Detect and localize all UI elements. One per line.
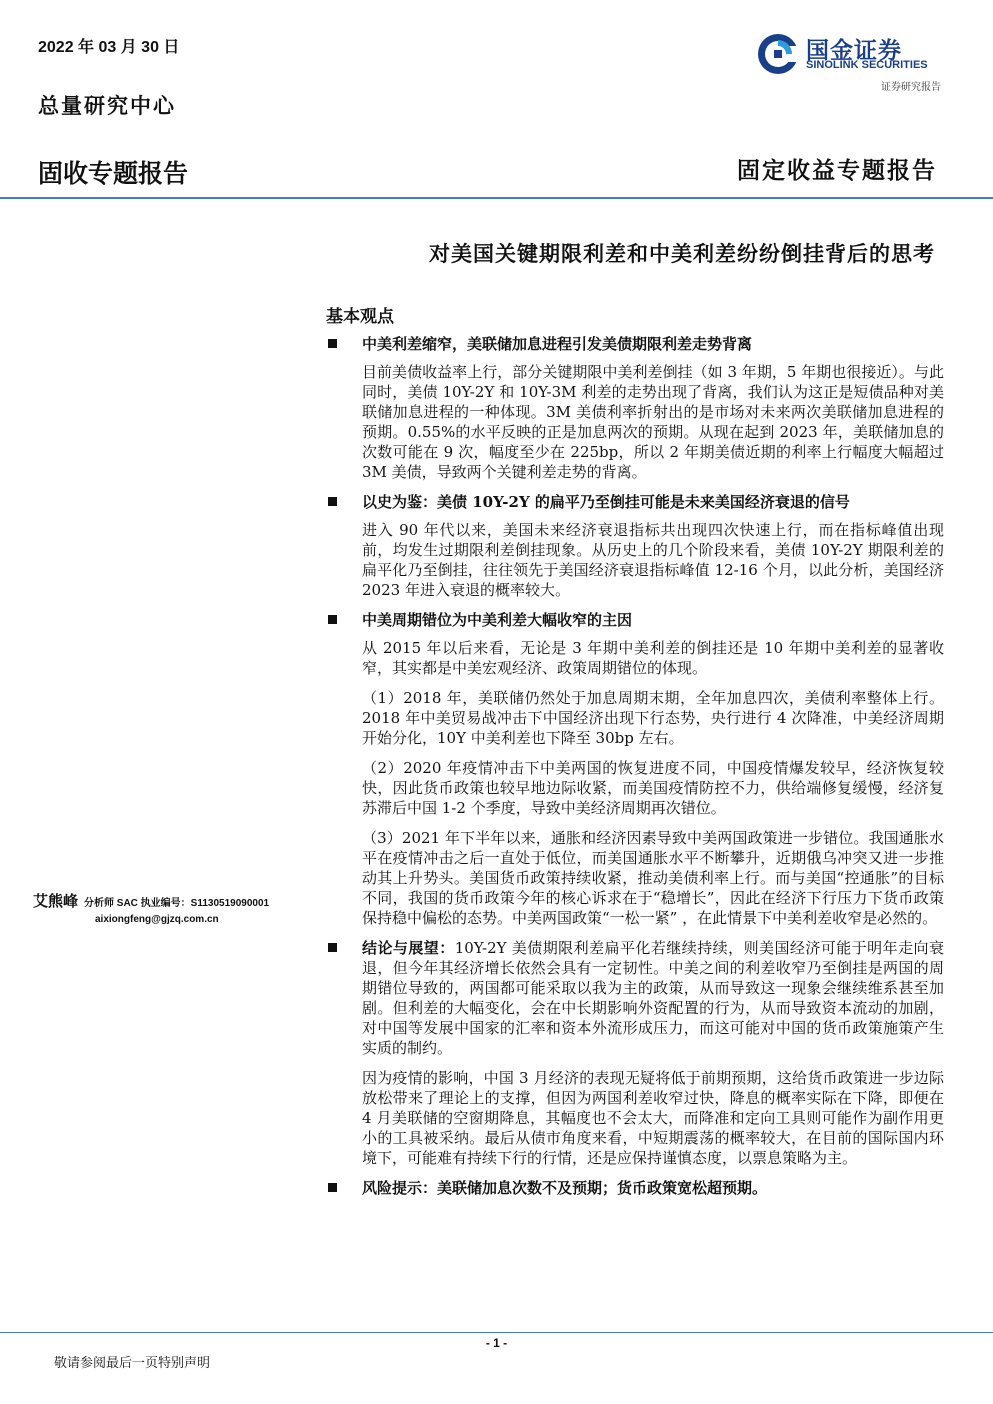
bullet-square-icon (328, 1183, 337, 1192)
paragraph: （1）2018 年，美联储仍然处于加息周期末期，全年加息四次，美债利率整体上行。2018 年中美贸易战冲击下中国经济出现下行态势，央行进行 4 次降准，中美经济周期开始分化，10Y 中美利差也下降至 30bp 左右。 (362, 689, 944, 747)
analyst-credentials: 分析师 SAC 执业编号：S1130519090001 (84, 898, 270, 909)
section-heading: 基本观点 (326, 307, 394, 327)
main-content (326, 334, 944, 1206)
analyst-email: aixiongfeng@gjzq.com.cn (95, 914, 219, 925)
risk-warning (326, 1178, 944, 1198)
bullet-heading (326, 334, 944, 354)
conclusion-text: 10Y-2Y 美债期限利差扁平化若继续持续，则美国经济可能于明年走向衰退，但今年其经济增长依然会具有一定韧性。中美之间的利差收窄乃至倒挂是两国的周期错位导致的，两国都可能采取以我为主的政策，从而导致这一现象会继续维系甚至加剧。但利差的大幅变化，会在中长期影响外资配置的行为，从而导致资本流动的加剧，对中国等发展中国家的汇率和资本外流形成压力，而这可能对中国的货币政策施策产生实质的制约。 (362, 939, 944, 1057)
logo-subtitle: 证券研究报告 (881, 82, 941, 93)
bullet-square-icon (328, 497, 337, 506)
footer-divider (0, 1332, 993, 1333)
header-divider (0, 197, 993, 199)
analyst-info (33, 890, 313, 925)
logo-en-text: SINOLINK SECURITIES (806, 59, 928, 71)
report-date: 2022 年 03 月 30 日 (38, 39, 180, 56)
page-number: - 1 - (485, 1336, 508, 1350)
bullet-heading (326, 492, 944, 512)
conclusion-label: 结论与展望： (362, 939, 455, 957)
report-type: 固收专题报告 (38, 160, 189, 188)
sinolink-logo-icon (756, 32, 800, 76)
paragraph: 因为疫情的影响，中国 3 月经济的表现无疑将低于前期预期，这给货币政策进一步边际放松带来了理论上的支撑，但因为两国利差收窄过快，降息的概率实际在下降，即便在 4 月美联储的空窗期降息，其幅度也不会太大，而降准和定向工具则可能作为副作用更小的工具被采纳。最后从债市角度来看，中短期震荡的概率较大，在目前的国际国内环境下，可能难有持续下行的行情，还是应保持谨慎态度，以票息策略为主。 (362, 1069, 944, 1167)
report-type-right: 固定收益专题报告 (737, 157, 937, 184)
bullet-square-icon (328, 339, 337, 348)
paragraph: 从 2015 年以后来看，无论是 3 年期中美利差的倒挂还是 10 年期中美利差的显著收窄，其实都是中美宏观经济、政策周期错位的体现。 (362, 639, 944, 677)
paragraph: （3）2021 年下半年以来，通胀和经济因素导致中美两国政策进一步错位。我国通胀水平在疫情冲击之后一直处于低位，而美国通胀水平不断攀升，近期俄乌冲突又进一步推动其上升势头。美国货币政策持续收紧，推动美债利率上行。而与美国“控通胀”的目标不同，我国的货币政策今年的核心诉求在于“稳增长”，因此在经济下行压力下货币政策保持稳中偏松的态势。中美两国政策“一松一紧” ，在此情景下中美利差收窄是必然的。 (362, 829, 944, 927)
report-title: 对美国关键期限利差和中美利差纷纷倒挂背后的思考 (429, 241, 935, 266)
risk-label: 风险提示： (362, 1179, 438, 1197)
bullet-square-icon (328, 615, 337, 624)
company-logo (756, 30, 956, 78)
logo-cn-text: 国金证券 (806, 37, 902, 63)
paragraph: 目前美债收益率上行，部分关键期限中美利差倒挂（如 3 年期，5 年期也很接近）。与此同时，美债 10Y-2Y 和 10Y-3M 利差的走势出现了背离，我们认为这正是短债品种对美联储加息进程的一种体现。3M 美债利率折射出的是市场对未来两次美联储加息进程的预期。0.55%的水平反映的正是加息两次的预期。从现在起到 2023 年，美联储加息的次数可能在 9 次，幅度至少在 225bp，所以 2 年期美债近期的利率上行幅度大幅超过 3M 美债，导致两个关键利差走势的背离。 (362, 363, 944, 481)
paragraph: 进入 90 年代以来，美国未来经济衰退指标共出现四次快速上行，而在指标峰值出现前，均发生过期限利差倒挂现象。从历史上的几个阶段来看，美债 10Y-2Y 期限利差的扁平化乃至倒挂，往往领先于美国经济衰退指标峰值 12-16 个月，以此分析，美国经济 2023 年进入衰退的概率较大。 (362, 521, 944, 599)
bullet-heading (326, 610, 944, 630)
analyst-name: 艾熊峰 (33, 892, 79, 910)
bullet-heading-text: 以史为鉴：美债 10Y-2Y 的扁平乃至倒挂可能是未来美国经济衰退的信号 (362, 493, 850, 511)
footer-disclaimer: 敬请参阅最后一页特别声明 (54, 1356, 211, 1371)
conclusion-block (326, 938, 944, 1058)
risk-text: 美联储加息次数不及预期；货币政策宽松超预期。 (437, 1179, 768, 1197)
bullet-heading-text: 中美利差缩窄，美联储加息进程引发美债期限利差走势背离 (362, 335, 753, 353)
research-center: 总量研究中心 (38, 93, 176, 118)
paragraph: （2）2020 年疫情冲击下中美两国的恢复进度不同，中国疫情爆发较早，经济恢复较快，因此货币政策也较早地边际收紧，而美国疫情防控不力，供给端修复缓慢，经济复苏滞后中国 1-2 个季度，导致中美经济周期再次错位。 (362, 759, 944, 817)
bullet-square-icon (328, 943, 337, 952)
bullet-heading-text: 中美周期错位为中美利差大幅收窄的主因 (362, 611, 633, 629)
